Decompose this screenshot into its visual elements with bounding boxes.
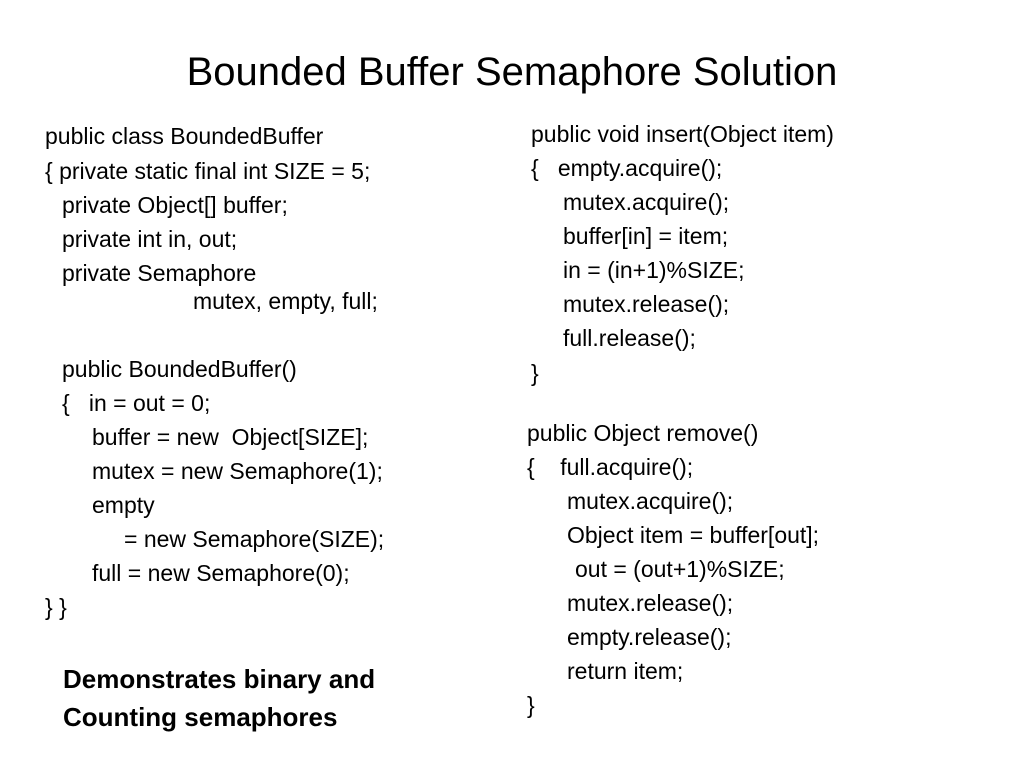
code-line: buffer = new Object[SIZE];	[92, 424, 369, 450]
code-line: out = (out+1)%SIZE;	[575, 556, 785, 582]
code-line: public Object remove()	[527, 420, 759, 446]
code-line: in = (in+1)%SIZE;	[563, 257, 745, 283]
slide-title: Bounded Buffer Semaphore Solution	[186, 50, 838, 94]
code-line: = new Semaphore(SIZE);	[124, 526, 385, 552]
code-line: buffer[in] = item;	[563, 223, 729, 249]
code-line: private int in, out;	[62, 226, 238, 252]
code-line: private Object[] buffer;	[62, 192, 288, 218]
code-line: public BoundedBuffer()	[62, 356, 297, 382]
code-line: mutex.release();	[563, 291, 730, 317]
code-line: mutex.release();	[567, 590, 734, 616]
code-line: empty	[92, 492, 155, 518]
code-line: Object item = buffer[out];	[567, 522, 820, 548]
code-line: { full.acquire();	[527, 454, 694, 480]
code-line: mutex, empty, full;	[193, 288, 378, 314]
code-line: }	[531, 360, 539, 386]
code-line: return item;	[567, 658, 684, 684]
code-line: private Semaphore	[62, 260, 257, 286]
note-line: Counting semaphores	[63, 702, 338, 732]
code-line: { in = out = 0;	[62, 390, 211, 416]
code-line: { empty.acquire();	[531, 155, 723, 181]
code-line: full = new Semaphore(0);	[92, 560, 350, 586]
code-line: mutex = new Semaphore(1);	[92, 458, 383, 484]
code-line: empty.release();	[567, 624, 732, 650]
note-line: Demonstrates binary and	[63, 664, 376, 694]
code-line: public class BoundedBuffer	[45, 123, 324, 149]
code-line: public void insert(Object item)	[531, 121, 834, 147]
code-line: full.release();	[563, 325, 696, 351]
code-line: mutex.acquire();	[567, 488, 734, 514]
code-line: } }	[45, 594, 67, 620]
code-line: { private static final int SIZE = 5;	[45, 158, 371, 184]
code-line: mutex.acquire();	[563, 189, 730, 215]
code-line: }	[527, 692, 535, 718]
